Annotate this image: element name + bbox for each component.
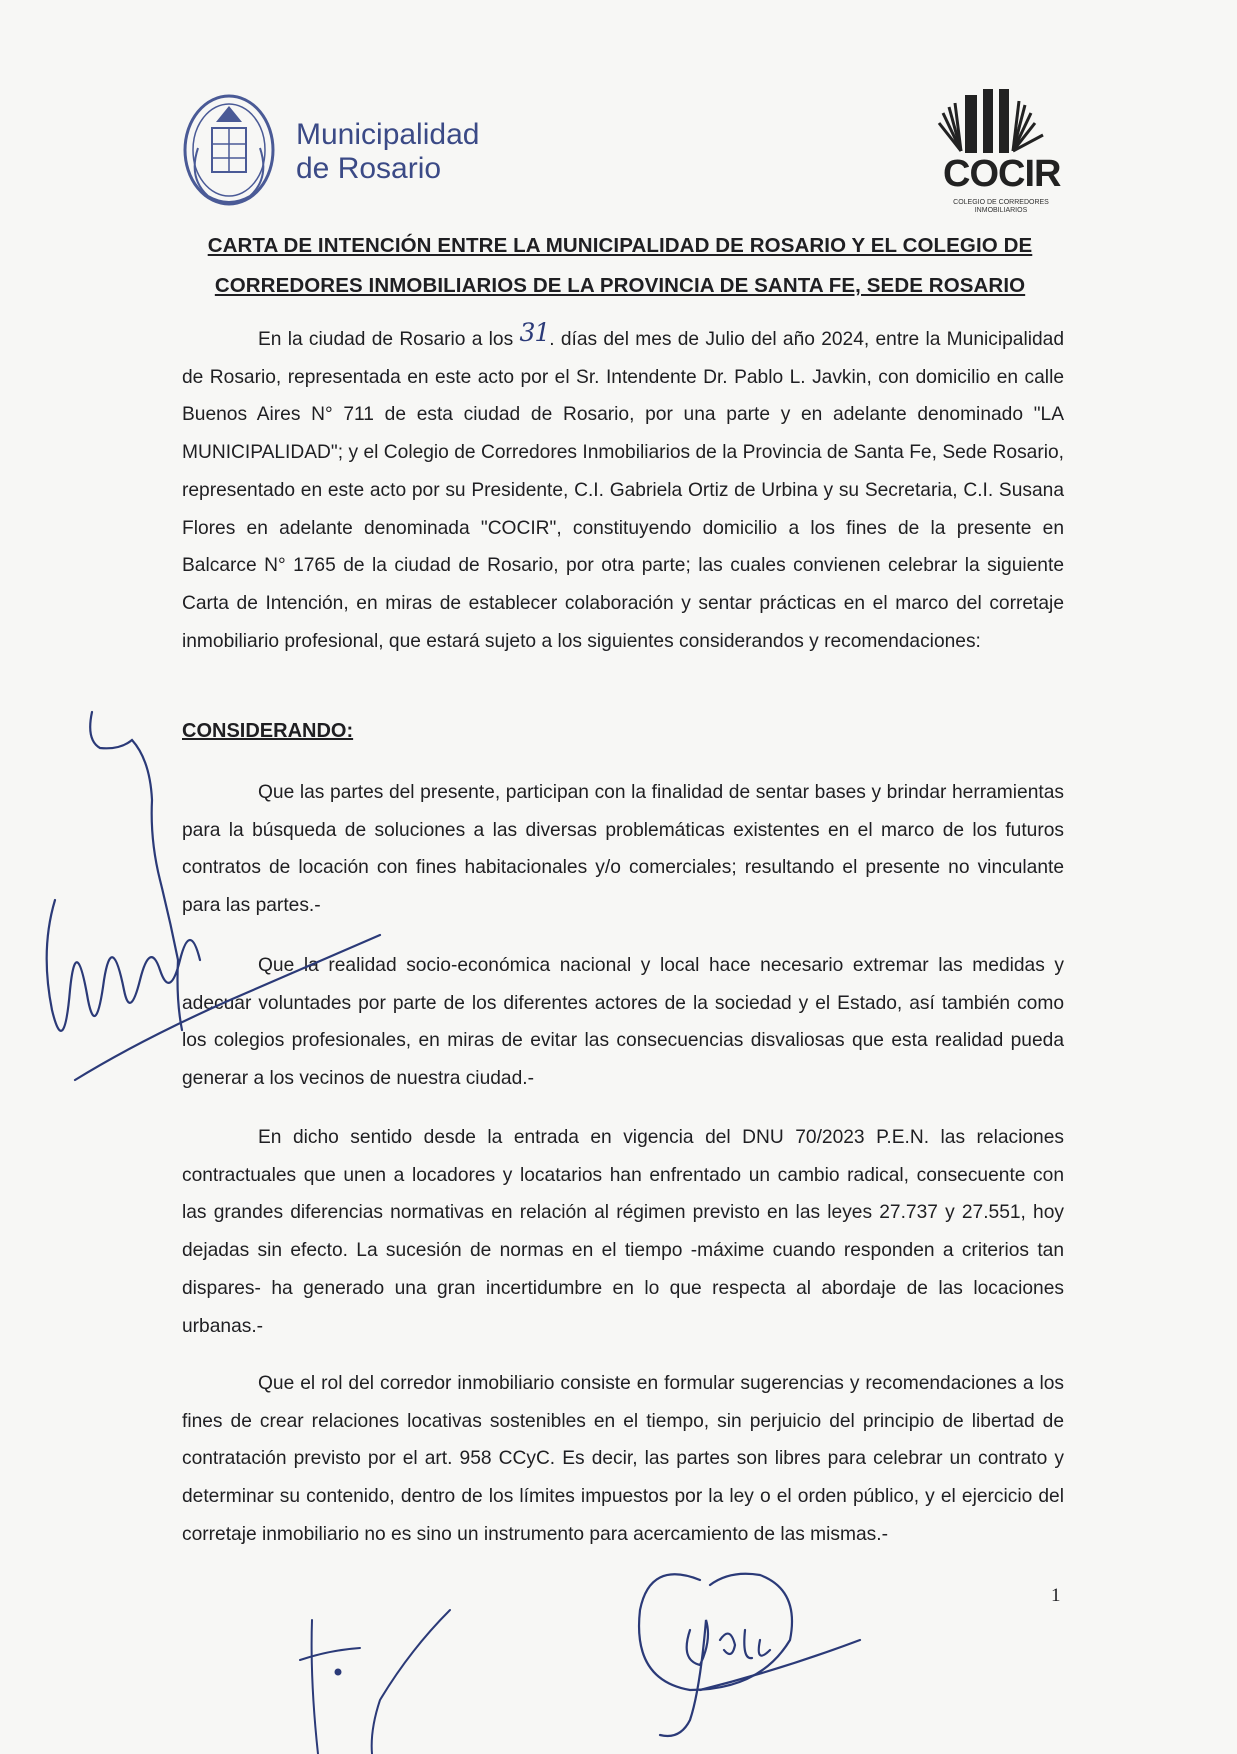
intro-after-day: . días del mes de Julio del año 2024, entre la Municipalidad de Rosario, representada en este acto por el Sr. Intendente Dr. Pablo L. Javkin, con domicilio en calle Buenos Aires N° 711 de esta ciudad de Rosario, por una parte y en adelante denominado "LA MUNICIPALIDAD"; y el Colegio de Corredores Inmobiliarios de la Provincia de Santa Fe, Sede Rosario, representado en este acto por su Presidente, C.I. Gabriela Ortiz de Urbina y su Secretaria, C.I. Susana Flores en adelante denominada "COCIR", constituyendo domicilio a los fines de la presente en Balcarce N° 1765 de la ciudad de Rosario, por otra parte; las cuales convienen celebrar la siguiente Carta de Intención, en miras de establecer colaboración y sentar prácticas en el marco del corretaje inmobiliario profesional, que estará sujeto a los siguientes considerandos y recomendaciones: xyxy=(182,329,1065,652)
paragraph-2-text: Que la realidad socio-económica nacional y local hace necesario extremar las medidas y adecuar voluntades por parte de los diferentes actores de la sociedad y el Estado, así también como los colegios profesionales, en miras de evitar las consecuencias disvaliosas que esta realidad pueda generar a los vecinos de nuestra ciudad.- xyxy=(182,955,1064,1090)
cocir-logo xyxy=(935,85,1067,220)
municipalidad-logo xyxy=(178,88,598,218)
considerando-heading: CONSIDERANDO: xyxy=(182,720,354,742)
municipalidad-line2: de Rosario xyxy=(296,152,442,185)
paragraph-2 xyxy=(182,947,1064,1098)
cocir-name: COCIR xyxy=(943,153,1061,195)
cocir-emblem-icon xyxy=(935,85,1067,155)
handwritten-day: 31 xyxy=(519,318,550,347)
municipalidad-line1: Municipalidad xyxy=(296,118,480,151)
bottom-left-signature xyxy=(300,1610,450,1754)
municipalidad-name xyxy=(296,118,479,186)
paragraph-1-text: Que las partes del presente, participan con la finalidad de sentar bases y brindar herramientas para la búsqueda de soluciones a las diversas problemáticas existentes en el marco de los futuros contratos de locación con fines habitacionales y/o comerciales; resultando el presente no vinculante para las partes.- xyxy=(182,782,1064,917)
paragraph-3 xyxy=(182,1119,1064,1345)
document-title xyxy=(180,226,1060,306)
intro-paragraph xyxy=(182,318,1064,660)
paragraph-4 xyxy=(182,1365,1064,1554)
paragraph-4-text: Que el rol del corredor inmobiliario consiste en formular sugerencias y recomendaciones a los fines de crear relaciones locativas sostenibles en el tiempo, sin perjuicio del principio de libertad de contratación previsto por el art. 958 CCyC. Es decir, las partes son libres para celebrar un contrato y determinar su contenido, dentro de los límites impuestos por la ley o el orden público, y el ejercicio del corretaje inmobiliario no es sino un instrumento para acercamiento de las mismas.- xyxy=(182,1373,1064,1545)
intro-before-day: En la ciudad de Rosario a los xyxy=(258,329,520,350)
title-line1: CARTA DE INTENCIÓN ENTRE LA MUNICIPALIDAD DE ROSARIO Y EL COLEGIO DE xyxy=(207,234,1033,257)
cocir-subtitle: COLEGIO DE CORREDORES INMOBILIARIOS xyxy=(953,199,1049,214)
municipal-seal-icon xyxy=(178,88,280,210)
paragraph-3-text: En dicho sentido desde la entrada en vigencia del DNU 70/2023 P.E.N. las relaciones contractuales que unen a locadores y locatarios han enfrentado un cambio radical, consecuente con las grandes diferencias normativas en relación al régimen previsto en las leyes 27.737 y 27.551, hoy dejadas sin efecto. La sucesión de normas en el tiempo -máxime cuando responden a criterios tan dispares- ha generado una gran incertidumbre en lo que respecta al abordaje de las locaciones urbanas.- xyxy=(182,1127,1064,1337)
title-line2: CORREDORES INMOBILIARIOS DE LA PROVINCIA DE SANTA FE, SEDE ROSARIO xyxy=(214,274,1026,297)
page-number: 1 xyxy=(1051,1585,1061,1606)
paragraph-1 xyxy=(182,774,1064,925)
bottom-center-signature xyxy=(639,1574,860,1736)
